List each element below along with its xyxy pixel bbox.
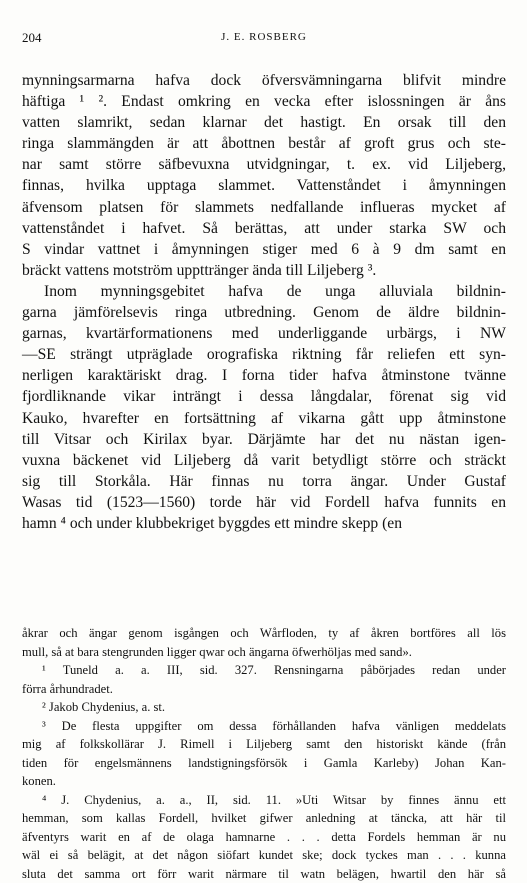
- page: [22, 30, 506, 883]
- body-line: Inom mynningsgebitet hafva de unga alluviala bildnin-: [44, 282, 506, 300]
- body-line: vattenståndet i hafvet. Så berättas, att under starka SW och: [22, 219, 506, 237]
- footnote-line: mig af folkskollärar J. Rimell i Liljeberg samt den historiskt kände (från: [22, 737, 506, 752]
- body-line: garnas, kvartärformationens med underliggande urbärgs, i NW: [22, 325, 506, 343]
- body-line: vuxna bäckenet vid Liljeberg då varit betydligt större och sträckt: [22, 451, 506, 469]
- footnote-line: hemman, som kallas Fordell, hvilket gifwer anledning at täncka, att här til: [22, 811, 506, 826]
- body-line: nerligen karaktäriskt drag. I forna tider hafva åtminstone tvänne: [22, 367, 506, 385]
- body-line: S vindar vattnet i åmynningen stiger med 6 à 9 dm samt en: [22, 240, 506, 258]
- body-line: till Vitsar och Kirilax byar. Därjämte har det nu nästan igen-: [22, 430, 506, 448]
- body-line: fjordliknande vikar inträngt i dessa långdalar, förenat sig vid: [22, 388, 506, 406]
- footnotes: [22, 624, 506, 883]
- footnote-line: förra århundradet.: [22, 681, 113, 696]
- footnote-line: ⁴ J. Chydenius, a. a., II, sid. 11. »Uti Witsar by finnes ännu ett: [42, 792, 506, 807]
- footnote-line: wäl ei så belägit, at det någon siöfart kundet ske; dock tyckes man . . . kunna: [22, 848, 506, 863]
- body-line: äfvensom platsen för slammets nedfallande influeras mycket af: [22, 198, 506, 216]
- footnote-line: tiden för engelsmännens landstigningsförsök i Gamla Karleby) Johan Kan-: [22, 755, 506, 770]
- footnote-line: åkrar och ängar genom isgången och Wårfloden, ty af åkren bortföres all lös: [22, 626, 506, 641]
- footnote-line: mull, så at bara stengrunden ligger qwar och ängarna öfwerhöljas med sand».: [22, 644, 412, 659]
- body-line: hamn ⁴ och under klubbekriget byggdes ett mindre skepp (en: [22, 514, 403, 532]
- body-line: ringa slammängden är att åbottnen består af groft grus och ste-: [22, 135, 506, 153]
- footnote-line: sluta det samma ort förr warit närmare til watn belägen, hwartil den här så: [22, 866, 506, 881]
- body-line: mynningsarmarna hafva dock öfversvämningarna blifvit mindre: [22, 72, 506, 89]
- body-line: sig till Storkåla. Här finnas nu torra ängar. Under Gustaf: [22, 472, 506, 490]
- body-line: vatten slamrikt, sedan klarnar det hastigt. En orsak till den: [22, 114, 506, 132]
- body-line: häftiga ¹ ². Endast omkring en vecka efter islossningen är åns: [22, 93, 506, 111]
- body-line: —SE strängt utpräglade orografiska riktning får reliefen ett syn-: [22, 346, 506, 364]
- footnote-line: ² Jakob Chydenius, a. st.: [42, 700, 166, 715]
- footnote-line: ³ De flesta uppgifter om dessa förhållanden hafva vänligen meddelats: [42, 718, 506, 733]
- page-header: [22, 30, 506, 48]
- page-number: 204: [22, 30, 42, 45]
- footnote-line: konen.: [22, 774, 56, 789]
- body-text: [22, 70, 506, 534]
- body-line: garna jämförelsevis ringa utbredning. Genom de äldre bildnin-: [22, 304, 506, 322]
- body-line: Wasas tid (1523—1560) torde här vid Fordell hafva funnits en: [22, 493, 506, 511]
- footnote-line: ¹ Tuneld a. a. III, sid. 327. Rensningarna påbörjades redan under: [42, 663, 506, 678]
- running-head: J. E. ROSBERG: [221, 31, 307, 43]
- body-line: finnas, hvilka upptaga slammet. Vattenståndet i åmynningen: [22, 177, 506, 195]
- body-line: nar samt större säfbevuxna utvidgningar, t. ex. vid Liljeberg,: [22, 156, 506, 174]
- body-line: Kauko, hvarefter en fortsättning af vikarna gått upp åtminstone: [22, 409, 506, 427]
- footnote-line: äfventyrs warit en af de olaga hamnarne . . . detta Fordels hemman är nu: [22, 829, 506, 844]
- body-line: bräckt vattens motström uppttränger ända till Liljeberg ³.: [22, 261, 377, 279]
